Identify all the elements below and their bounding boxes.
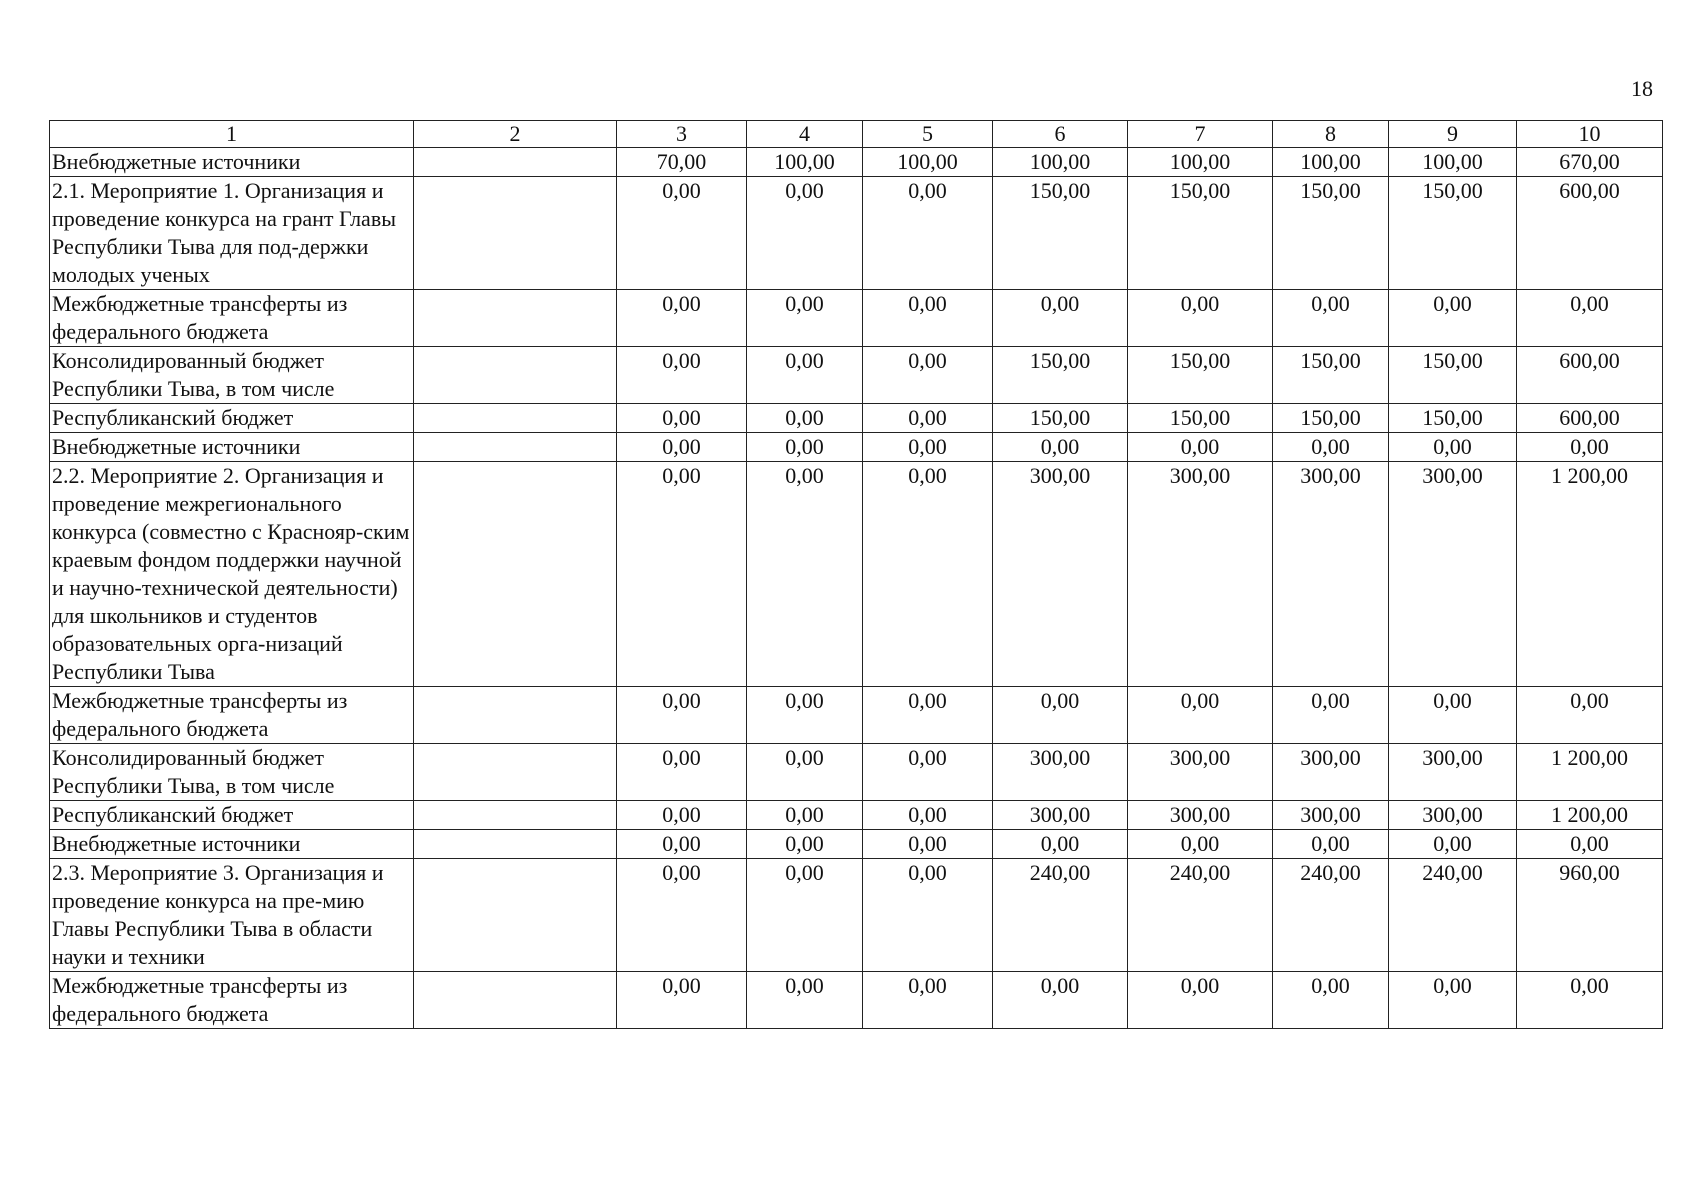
value-cell: 150,00: [1389, 404, 1517, 433]
value-cell: 150,00: [1273, 347, 1389, 404]
value-cell: 1 200,00: [1517, 744, 1663, 801]
value-cell: 670,00: [1517, 148, 1663, 177]
value-cell: 0,00: [1517, 433, 1663, 462]
value-cell: 0,00: [1389, 433, 1517, 462]
empty-cell: [414, 148, 617, 177]
value-cell: 0,00: [1128, 687, 1273, 744]
row-label-cell: Внебюджетные источники: [50, 830, 414, 859]
column-header: 7: [1128, 121, 1273, 148]
table-row: [50, 830, 1663, 859]
row-label-cell: Республиканский бюджет: [50, 801, 414, 830]
value-cell: 100,00: [993, 148, 1128, 177]
column-header: 3: [617, 121, 747, 148]
value-cell: 300,00: [1273, 744, 1389, 801]
value-cell: 0,00: [1517, 830, 1663, 859]
value-cell: 100,00: [1273, 148, 1389, 177]
empty-cell: [414, 462, 617, 687]
value-cell: 0,00: [863, 830, 993, 859]
row-label-cell: Республиканский бюджет: [50, 404, 414, 433]
value-cell: 0,00: [1389, 687, 1517, 744]
row-label-cell: Внебюджетные источники: [50, 433, 414, 462]
value-cell: 0,00: [617, 347, 747, 404]
value-cell: 0,00: [863, 687, 993, 744]
value-cell: 150,00: [1128, 347, 1273, 404]
table-row: [50, 859, 1663, 972]
empty-cell: [414, 347, 617, 404]
value-cell: 0,00: [1517, 290, 1663, 347]
column-header: 1: [50, 121, 414, 148]
value-cell: 0,00: [747, 859, 863, 972]
value-cell: 0,00: [1273, 972, 1389, 1029]
value-cell: 100,00: [1389, 148, 1517, 177]
value-cell: 0,00: [617, 801, 747, 830]
row-label-cell: Межбюджетные трансферты из федерального бюджета: [50, 972, 414, 1029]
value-cell: 0,00: [993, 687, 1128, 744]
value-cell: 240,00: [1389, 859, 1517, 972]
value-cell: 150,00: [1273, 404, 1389, 433]
value-cell: 600,00: [1517, 347, 1663, 404]
value-cell: 0,00: [1128, 290, 1273, 347]
value-cell: 600,00: [1517, 177, 1663, 290]
value-cell: 0,00: [617, 290, 747, 347]
value-cell: 0,00: [993, 433, 1128, 462]
row-label-cell: Межбюджетные трансферты из федерального бюджета: [50, 687, 414, 744]
table-row: [50, 972, 1663, 1029]
value-cell: 300,00: [1389, 462, 1517, 687]
value-cell: 0,00: [863, 859, 993, 972]
empty-cell: [414, 744, 617, 801]
table-row: [50, 462, 1663, 687]
value-cell: 300,00: [1128, 801, 1273, 830]
row-label-cell: 2.1. Мероприятие 1. Организация и проведение конкурса на грант Главы Республики Тыва для под-держки молодых ученых: [50, 177, 414, 290]
value-cell: 0,00: [863, 972, 993, 1029]
value-cell: 100,00: [863, 148, 993, 177]
column-header: 4: [747, 121, 863, 148]
value-cell: 150,00: [1128, 177, 1273, 290]
row-label-cell: Внебюджетные источники: [50, 148, 414, 177]
value-cell: 0,00: [747, 801, 863, 830]
value-cell: 300,00: [1128, 744, 1273, 801]
value-cell: 0,00: [993, 290, 1128, 347]
column-header: 8: [1273, 121, 1389, 148]
value-cell: 150,00: [1389, 347, 1517, 404]
value-cell: 0,00: [747, 972, 863, 1029]
value-cell: 0,00: [747, 744, 863, 801]
value-cell: 150,00: [993, 404, 1128, 433]
value-cell: 0,00: [747, 830, 863, 859]
column-header: 6: [993, 121, 1128, 148]
table-row: [50, 404, 1663, 433]
value-cell: 1 200,00: [1517, 462, 1663, 687]
budget-table: [49, 120, 1663, 1029]
value-cell: 300,00: [993, 462, 1128, 687]
value-cell: 300,00: [1273, 801, 1389, 830]
empty-cell: [414, 290, 617, 347]
value-cell: 600,00: [1517, 404, 1663, 433]
column-header: 5: [863, 121, 993, 148]
value-cell: 240,00: [1273, 859, 1389, 972]
value-cell: 0,00: [1273, 687, 1389, 744]
empty-cell: [414, 177, 617, 290]
value-cell: 150,00: [993, 347, 1128, 404]
value-cell: 0,00: [863, 177, 993, 290]
value-cell: 0,00: [617, 177, 747, 290]
value-cell: 300,00: [1273, 462, 1389, 687]
table-row: [50, 801, 1663, 830]
value-cell: 0,00: [863, 433, 993, 462]
table-row: [50, 148, 1663, 177]
table-row: [50, 433, 1663, 462]
column-header: 2: [414, 121, 617, 148]
value-cell: 0,00: [747, 433, 863, 462]
value-cell: 300,00: [993, 744, 1128, 801]
value-cell: 0,00: [1389, 830, 1517, 859]
table-row: [50, 744, 1663, 801]
value-cell: 0,00: [617, 687, 747, 744]
value-cell: 0,00: [617, 433, 747, 462]
value-cell: 0,00: [617, 404, 747, 433]
value-cell: 150,00: [1273, 177, 1389, 290]
value-cell: 0,00: [993, 972, 1128, 1029]
value-cell: 240,00: [993, 859, 1128, 972]
value-cell: 0,00: [1128, 830, 1273, 859]
value-cell: 240,00: [1128, 859, 1273, 972]
value-cell: 1 200,00: [1517, 801, 1663, 830]
empty-cell: [414, 801, 617, 830]
table-row: [50, 177, 1663, 290]
table-row: [50, 347, 1663, 404]
empty-cell: [414, 972, 617, 1029]
value-cell: 0,00: [863, 801, 993, 830]
page-number: 18: [1631, 76, 1653, 101]
value-cell: 0,00: [617, 830, 747, 859]
row-label-cell: 2.3. Мероприятие 3. Организация и проведение конкурса на пре-мию Главы Республики Тыва в области науки и техники: [50, 859, 414, 972]
value-cell: 0,00: [1517, 972, 1663, 1029]
empty-cell: [414, 687, 617, 744]
value-cell: 0,00: [863, 744, 993, 801]
value-cell: 150,00: [1128, 404, 1273, 433]
value-cell: 0,00: [863, 404, 993, 433]
empty-cell: [414, 433, 617, 462]
value-cell: 300,00: [993, 801, 1128, 830]
value-cell: 0,00: [863, 290, 993, 347]
value-cell: 0,00: [747, 290, 863, 347]
value-cell: 0,00: [1273, 830, 1389, 859]
row-label-cell: Межбюджетные трансферты из федерального бюджета: [50, 290, 414, 347]
value-cell: 0,00: [1128, 972, 1273, 1029]
value-cell: 0,00: [617, 744, 747, 801]
column-header: 9: [1389, 121, 1517, 148]
value-cell: 0,00: [1389, 972, 1517, 1029]
value-cell: 0,00: [863, 347, 993, 404]
column-header: 10: [1517, 121, 1663, 148]
value-cell: 0,00: [1128, 433, 1273, 462]
value-cell: 0,00: [1517, 687, 1663, 744]
value-cell: 0,00: [1389, 290, 1517, 347]
value-cell: 300,00: [1389, 744, 1517, 801]
row-label-cell: Консолидированный бюджет Республики Тыва, в том числе: [50, 347, 414, 404]
row-label-cell: Консолидированный бюджет Республики Тыва, в том числе: [50, 744, 414, 801]
value-cell: 0,00: [993, 830, 1128, 859]
value-cell: 0,00: [1273, 433, 1389, 462]
empty-cell: [414, 859, 617, 972]
value-cell: 0,00: [617, 859, 747, 972]
value-cell: 0,00: [617, 462, 747, 687]
table-row: [50, 290, 1663, 347]
empty-cell: [414, 830, 617, 859]
value-cell: 0,00: [747, 177, 863, 290]
table-row: [50, 687, 1663, 744]
value-cell: 0,00: [747, 462, 863, 687]
row-label-cell: 2.2. Мероприятие 2. Организация и проведение межрегионального конкурса (совместно с Краснояр-ским краевым фондом поддержки научной и научно-технической деятельности) для школьников и студентов образовательных орга-низаций Республики Тыва: [50, 462, 414, 687]
value-cell: 150,00: [993, 177, 1128, 290]
value-cell: 0,00: [617, 972, 747, 1029]
value-cell: 300,00: [1389, 801, 1517, 830]
table-header-row: [50, 121, 1663, 148]
value-cell: 100,00: [747, 148, 863, 177]
empty-cell: [414, 404, 617, 433]
value-cell: 0,00: [1273, 290, 1389, 347]
value-cell: 0,00: [747, 687, 863, 744]
value-cell: 150,00: [1389, 177, 1517, 290]
value-cell: 70,00: [617, 148, 747, 177]
value-cell: 0,00: [747, 347, 863, 404]
value-cell: 0,00: [863, 462, 993, 687]
value-cell: 100,00: [1128, 148, 1273, 177]
value-cell: 0,00: [747, 404, 863, 433]
value-cell: 300,00: [1128, 462, 1273, 687]
value-cell: 960,00: [1517, 859, 1663, 972]
